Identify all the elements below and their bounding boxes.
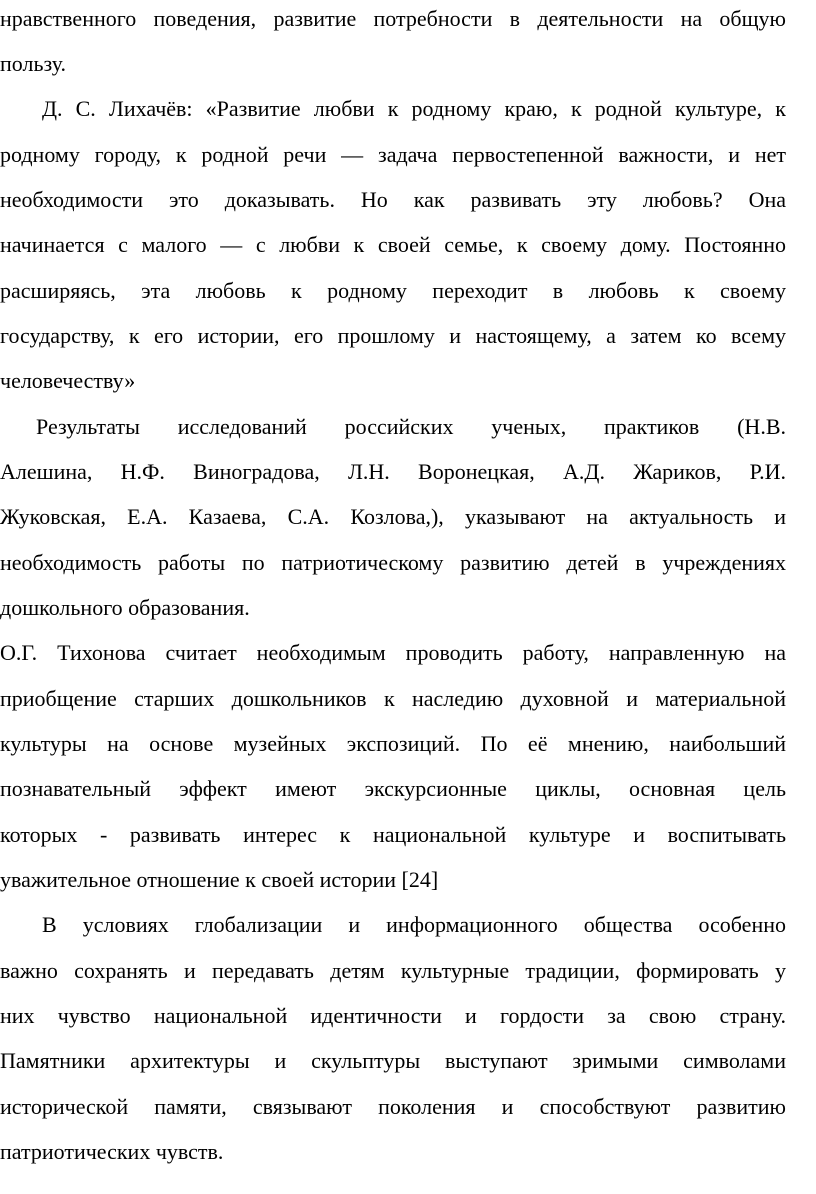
text-line: них чувство национальной идентичности и гордости за свою страну. [0,1003,786,1028]
text-line: познавательный эффект имеют экскурсионные циклы, основная цель [0,776,786,801]
text-line: исторической памяти, связывают поколения и способствуют развитию [0,1094,786,1119]
text-line: родному городу, к родной речи — задача первостепенной важности, и нет [0,142,786,167]
text-line: начинается с малого — с любви к своей семье, к своему дому. Постоянно [0,232,786,257]
text-line: Жуковская, Е.А. Казаева, С.А. Козлова,), указывают на актуальность и [0,504,786,529]
text-line: патриотических чувств. [0,1139,224,1164]
text-line: В условиях глобализации и информационного общества особенно [42,912,786,937]
text-line: Алешина, Н.Ф. Виноградова, Л.Н. Воронецкая, А.Д. Жариков, Р.И. [0,459,786,484]
text-line: Памятники архитектуры и скульптуры выступают зримыми символами [0,1048,786,1073]
text-line: приобщение старших дошкольников к наследию духовной и материальной [0,686,786,711]
text-line: уважительное отношение к своей истории [24] [0,867,439,892]
text-line: Результаты исследований российских ученых, практиков (Н.В. [36,414,786,439]
text-line: расширяясь, эта любовь к родному переходит в любовь к своему [0,278,786,303]
text-line: О.Г. Тихонова считает необходимым проводить работу, направленную на [0,640,786,665]
text-line: дошкольного образования. [0,595,250,620]
text-line: культуры на основе музейных экспозиций. По её мнению, наибольший [0,731,786,756]
text-line: которых - развивать интерес к национальной культуре и воспитывать [0,822,786,847]
text-line: важно сохранять и передавать детям культурные традиции, формировать у [0,958,786,983]
text-line: нравственного поведения, развитие потребности в деятельности на общую [0,6,786,31]
text-line: государству, к его истории, его прошлому и настоящему, а затем ко всему [0,323,786,348]
text-line: Д. С. Лихачёв: «Развитие любви к родному краю, к родной культуре, к [42,96,786,121]
text-line: человечеству» [0,368,136,393]
text-line: необходимость работы по патриотическому развитию детей в учреждениях [0,550,786,575]
text-line: пользу. [0,51,67,76]
text-line: необходимости это доказывать. Но как развивать эту любовь? Она [0,187,786,212]
